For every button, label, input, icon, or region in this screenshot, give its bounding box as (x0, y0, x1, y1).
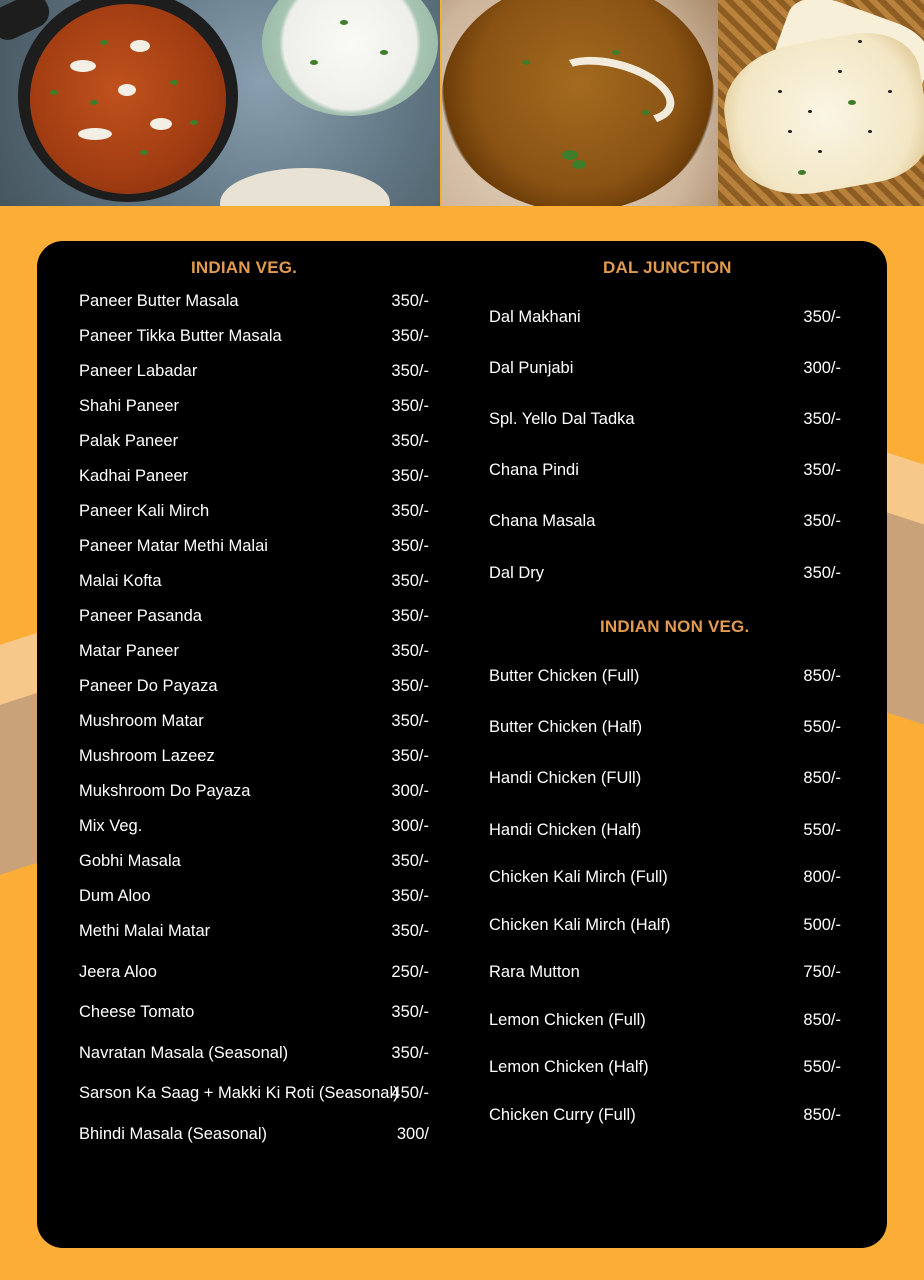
menu-item-name: Paneer Do Payaza (79, 677, 218, 695)
menu-item-price: 300/ (396, 1125, 429, 1143)
menu-item (79, 502, 429, 526)
menu-item-price: 550/- (803, 821, 841, 839)
menu-item (79, 922, 429, 946)
menu-item-name: Paneer Labadar (79, 362, 198, 380)
menu-item-price: 350/- (391, 747, 429, 765)
menu-item-price: 850/- (803, 1106, 841, 1124)
menu-item-name: Dal Dry (489, 564, 545, 582)
menu-item-name: Palak Paneer (79, 432, 179, 450)
menu-item-price: 350/- (391, 432, 429, 450)
naan-basket-photo (718, 0, 924, 206)
menu-item-name: Paneer Tikka Butter Masala (79, 327, 282, 345)
menu-item (489, 718, 841, 742)
photo-strip (0, 0, 924, 206)
menu-item-price: 550/- (803, 718, 841, 736)
menu-item (489, 667, 841, 691)
menu-item-price: 350/- (803, 308, 841, 326)
menu-item (489, 1011, 841, 1035)
menu-item (489, 410, 841, 434)
menu-item-price: 350/- (391, 642, 429, 660)
menu-item (489, 963, 841, 987)
menu-item-price: 550/- (803, 1058, 841, 1076)
menu-item-name: Mushroom Lazeez (79, 747, 215, 765)
menu-item (489, 769, 841, 793)
menu-item-name: Paneer Butter Masala (79, 292, 239, 310)
menu-item-name: Handi Chicken (FUll) (489, 769, 642, 787)
menu-item-name: Sarson Ka Saag + Makki Ki Roti (Seasonal) (79, 1084, 399, 1102)
menu-item-price: 350/- (391, 1044, 429, 1062)
menu-item-name: Handi Chicken (Half) (489, 821, 642, 839)
menu-item (489, 916, 841, 940)
menu-item (79, 1084, 429, 1108)
menu-item-name: Butter Chicken (Half) (489, 718, 643, 736)
menu-item-price: 350/- (391, 362, 429, 380)
menu-item-price: 250/- (391, 963, 429, 981)
menu-item-price: 850/- (803, 769, 841, 787)
menu-item-price: 350/- (391, 397, 429, 415)
menu-item (79, 362, 429, 386)
menu-item (79, 432, 429, 456)
menu-item-name: Gobhi Masala (79, 852, 181, 870)
menu-item (79, 327, 429, 351)
menu-item (79, 537, 429, 561)
menu-item-price: 350/- (391, 712, 429, 730)
menu-item (79, 852, 429, 876)
menu-item (79, 292, 429, 316)
menu-item (79, 1125, 429, 1149)
paneer-curry-and-rice-photo (0, 0, 440, 206)
section-title-indian-veg: INDIAN VEG. (191, 258, 298, 277)
menu-item-price: 350/- (391, 922, 429, 940)
menu-item-name: Cheese Tomato (79, 1003, 195, 1021)
menu-item-price: 350/- (391, 467, 429, 485)
menu-item-price: 350/- (391, 607, 429, 625)
menu-item (79, 642, 429, 666)
menu-item-name: Dum Aloo (79, 887, 151, 905)
menu-item-price: 750/- (803, 963, 841, 981)
menu-item-name: Chana Masala (489, 512, 596, 530)
menu-item-name: Lemon Chicken (Half) (489, 1058, 649, 1076)
menu-item (79, 963, 429, 987)
menu-item (79, 712, 429, 736)
menu-item-name: Methi Malai Matar (79, 922, 211, 940)
menu-item-name: Paneer Matar Methi Malai (79, 537, 268, 555)
menu-item-name: Chicken Kali Mirch (Full) (489, 868, 668, 886)
menu-item-name: Chana Pindi (489, 461, 579, 479)
menu-item-name: Lemon Chicken (Full) (489, 1011, 646, 1029)
menu-item-price: 800/- (803, 868, 841, 886)
menu-item-name: Paneer Pasanda (79, 607, 202, 625)
menu-item-name: Kadhai Paneer (79, 467, 189, 485)
menu-item-price: 350/- (803, 512, 841, 530)
section-title-dal-junction: DAL JUNCTION (603, 258, 732, 277)
menu-item-name: Chicken Kali Mirch (Half) (489, 916, 671, 934)
menu-item-price: 350/- (391, 502, 429, 520)
menu-item (489, 308, 841, 332)
section-title-indian-non-veg: INDIAN NON VEG. (600, 617, 750, 636)
menu-item-price: 350/- (391, 537, 429, 555)
menu-item-price: 350/- (391, 327, 429, 345)
menu-item-name: Mushroom Matar (79, 712, 204, 730)
menu-item-name: Dal Makhani (489, 308, 581, 326)
menu-item (489, 1058, 841, 1082)
menu-item (79, 887, 429, 911)
menu-item (79, 747, 429, 771)
menu-item-price: 350/- (391, 572, 429, 590)
menu-item-name: Mix Veg. (79, 817, 143, 835)
menu-item-price: 450/- (391, 1084, 429, 1102)
menu-item (489, 1106, 841, 1130)
menu-item-name: Mukshroom Do Payaza (79, 782, 251, 800)
menu-item-name: Dal Punjabi (489, 359, 574, 377)
menu-item (489, 359, 841, 383)
menu-item (79, 782, 429, 806)
menu-item-price: 350/- (803, 564, 841, 582)
menu-item (489, 461, 841, 485)
menu-item-price: 500/- (803, 916, 841, 934)
menu-item-name: Navratan Masala (Seasonal) (79, 1044, 289, 1062)
menu-item-name: Spl. Yello Dal Tadka (489, 410, 635, 428)
menu-item (489, 868, 841, 892)
menu-item-name: Shahi Paneer (79, 397, 179, 415)
menu-item-name: Bhindi Masala (Seasonal) (79, 1125, 268, 1143)
menu-item (489, 512, 841, 536)
menu-item-name: Chicken Curry (Full) (489, 1106, 636, 1124)
menu-card (37, 241, 887, 1248)
menu-item-price: 850/- (803, 667, 841, 685)
menu-item (79, 572, 429, 596)
dal-makhani-photo (442, 0, 718, 206)
menu-item (79, 817, 429, 841)
menu-item-price: 350/- (391, 677, 429, 695)
menu-item-name: Matar Paneer (79, 642, 179, 660)
menu-item (79, 1044, 429, 1068)
menu-item-price: 300/- (803, 359, 841, 377)
menu-item (79, 397, 429, 421)
menu-item-name: Jeera Aloo (79, 963, 157, 981)
menu-item (79, 607, 429, 631)
menu-item (489, 564, 841, 588)
menu-item-price: 350/- (391, 292, 429, 310)
menu-item-price: 350/- (391, 1003, 429, 1021)
menu-item-price: 350/- (391, 887, 429, 905)
menu-item (79, 1003, 429, 1027)
menu-item-name: Paneer Kali Mirch (79, 502, 210, 520)
menu-item-price: 300/- (391, 782, 429, 800)
menu-item-price: 300/- (391, 817, 429, 835)
menu-item-price: 350/- (803, 410, 841, 428)
menu-item (79, 677, 429, 701)
menu-item-price: 350/- (803, 461, 841, 479)
menu-item (79, 467, 429, 491)
menu-item-name: Malai Kofta (79, 572, 162, 590)
menu-item-name: Rara Mutton (489, 963, 580, 981)
menu-item-price: 350/- (391, 852, 429, 870)
menu-item (489, 821, 841, 845)
menu-item-name: Butter Chicken (Full) (489, 667, 640, 685)
menu-item-price: 850/- (803, 1011, 841, 1029)
